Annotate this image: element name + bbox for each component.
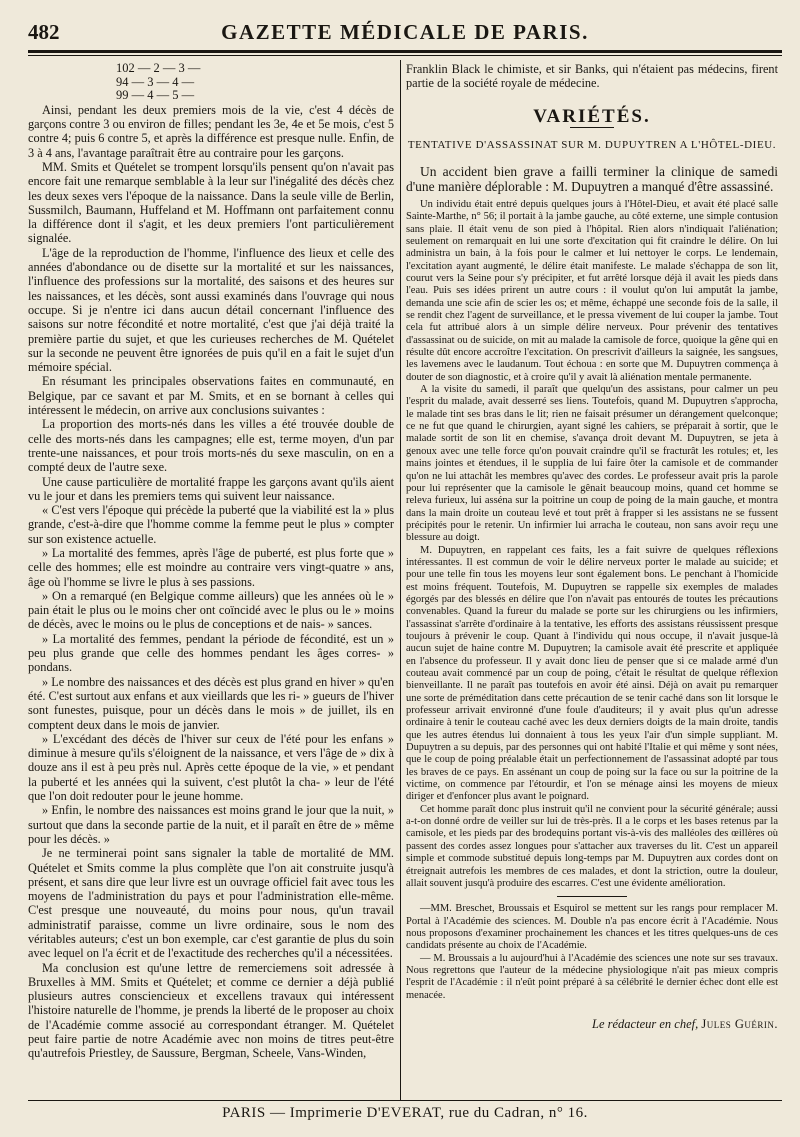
header-rule [28,50,782,53]
quotation-paragraph: » La mortalité des femmes, après l'âge de puberté, est plus forte que » celle des hommes; elle est moindre au contraire vers vingt-quatre » ans, âge où l'homme se livre le plus à ses passions. [28,545,394,589]
publication-title: GAZETTE MÉDICALE DE PARIS. [221,20,589,44]
continued-text: Franklin Black le chimiste, et sir Banks, qui n'étaient pas médecins, firent partie de la société royale de médecine. [406,62,778,91]
quotation-paragraph: » Le nombre des naissances et des décès est plus grand en hiver » qu'en été. C'est surtout aux enfans et aux vieillards que les ri- » gueurs de l'hiver sont funestes, puisque, pour un décès dans le mois » de juillet, ils en comptent deux dans le mois de janvier. [28,674,394,732]
article-title: TENTATIVE D'ASSASSINAT SUR M. DUPUYTREN A L'HÔTEL-DIEU. [407,138,777,151]
paragraph: Je ne terminerai point sans signaler la table de mortalité de MM. Quételet et Smits comme la plus complète que l'on ait construite jusqu'à présent, et sans dire que leur livre est un ouvrage officiel fait avec tous les moyens de l'administration du pays et pour l'administration elle-même. C'est presque une nouveauté, du moins pour nous, qu'un travail administratif paraisse, comme un livre ordinaire, sous le nom des véritables auteurs; c'est un bon exemple, car c'est garantie de plus du soin avec lequel on l'a écrit et de l'exactitude des recherches qu'il a nécessitées. [28,846,394,961]
footer-rule [28,1100,782,1101]
section-title: VARIÉTÉS. [533,105,651,127]
page-header [28,16,782,52]
page-number: 482 [28,20,60,44]
paragraph: Cet homme paraît donc plus instruit qu'il ne convient pour la sécurité générale; aussi a-t-on donné ordre de veiller sur lui de très-près. Il a le corps et les bases retenus par la camisole, et les pieds par des brodequins portant vis-à-vis des malléoles des œillères où passent des cordes assez longues pour s'attacher aux traverses du lit. C'est un appareil simple et commode substitué depuis long-temps par M. Dupuytren aux cordes dont on étreignait autrefois les membres de ces malades, et dont la striction, outre la douleur, allait souvent jusqu'à produire des escarres. C'est une évidente amélioration. [406,803,778,889]
table-row: 94 — 3 — 4 — [116,74,195,89]
signature-name: Jules Guérin. [701,1016,778,1031]
paragraph: M. Dupuytren, en rappelant ces faits, les a fait suivre de quelques réflexions intéressantes. Il est commun de voir le délire nerveux porter le malade au suicide; et pour une telle fin tous les moyens leur sont également bons. Le penchant à l'homicide est moins fréquent. Toutefois, M. Dupuytren se rappelle six exemples de malades égorgés par des blessés en délire que l'on n'avait pas entourés de toutes les précautions convenables. Quand la fureur du malade se porte sur les chirurgiens ou les infirmiers, l'assassinat s'arrête d'ordinaire à la tentative, les efforts des assistans réussissent presque toujours à prévenir le coup. Quant à l'individu qui nous occupe, il n'avait jusque-là aucun sujet de haine contre M. Dupuytren; la camisole avait été prescrite et appliquée en l'absence du professeur. Il y avait donc lieu de penser que si ce malade armé d'un couteau avait commencé par un coup de poing, c'était le résultat de quelque réflexion bienveillante. Il ne paraît pas toutefois en avoir été ainsi. Déjà on avait pu remarquer une sorte de préméditation dans cette précaution de se tenir caché dans son lit lorsque le professeur arrivait environné d'une foule d'auditeurs; il y avait plus qu'un adresse ordinaire à tenir le couteau caché avec les deux derniers doigts de la main droite, tandis que les autres étendus lui donnaient à tous les yeux l'air d'un simple suppliant. M. Dupuytren a su depuis, par des personnes qui ont habité l'Italie et qui même y sont nées, que le coup de poing préalable était un perfectionnement de l'assassinat adopté par tous les braves de ce pays. En assénant un coup de poing sur la face ou sur la poitrine de la victime, on commence par l'étourdir, et l'on se ménage ainsi les moyens de mieux diriger et d'enfoncer plus avant le poignard. [406,544,778,803]
news-note: — M. Broussais a lu aujourd'hui à l'Académie des sciences une note sur ses travaux. Nous regrettons que l'auteur de la médecine physiologique n'ait pas mieux compris l'esprit de l'Académie : il n'eût point préparé à sa célébrité le dernier échec dont elle est menacée. [406,952,778,1001]
paragraph: Ainsi, pendant les deux premiers mois de la vie, c'est 4 décès de garçons contre 3 ou environ de filles; pendant les 3e, 4e et 5e mois, c'est 5 contre 4; puis 6 contre 5, et après la différence est presque nulle. Enfin, de 3 à 4 ans, l'avantage paraîtrait être au contraire pour les garçons. [28,102,394,160]
printer-imprint: PARIS — Imprimerie D'EVERAT, rue du Cadran, n° 16. [222,1105,588,1121]
paragraph: Un individu était entré depuis quelques jours à l'Hôtel-Dieu, et avait été placé salle Sainte-Marthe, n° 56; il portait à la jambe gauche, au côté externe, une simple contusion sans plaie. Il était venu de son pied à l'hôpital. Rien alors n'indiquait l'aliénation; seulement on remarquait en lui une sorte d'excitation qui fit craindre le délire. On lui administra un bain, à la fois pour le calmer et lui nettoyer le corps. Le lendemain, l'excitation ayant augmenté, le délire était manifeste. Le malade s'échappa de son lit, courut vers la Seine pour s'y précipiter, et fut arrêté lorsque déjà il avait les pieds dans l'eau. Puis ses idées prirent un autre cours : il voulut qu'on lui amputât la jambe, demanda une scie afin de scier les os; et même, échappé une seconde fois de la salle, il se rendit chez l'agent de surveillance, et le pressa vivement de lui couper la jambe. Tout cela fut attribué alors à un simple délire nerveux. Pour prévenir des tentatives d'assassinat ou de suicide, on mit au malade la camisole de force, quoique la gêne qui en résulte dût encore accroître l'excitation. On prescrivit d'ailleurs la saignée, les sangsues, les lavemens avec le laudanum. Tout échoua : en sorte que M. Dupuytren commença à douter de son diagnostic, et à croire qu'il y avait là aliénation mentale permanente. [406,198,778,383]
paragraph: MM. Smits et Quételet se trompent lorsqu'ils pensent qu'on n'avait pas encore fait une remarque semblable à la leur sur l'inégalité des décès chez les deux sexes vers l'époque de la naissance. Dans la seule ville de Berlin, Sussmilch, Baumann, Huffeland et M. Hoffmann ont parfaitement connu la différence dont il s'agit, et les deux premiers l'ont particulièrement signalée. [28,159,394,246]
section-rule [570,127,614,128]
paragraph: L'âge de la reproduction de l'homme, l'influence des lieux et celle des années d'abondance ou de disette sur la mortalité et sur les naissances, l'influence des professions sur la mortalité, des saisons et des heures sur les naissances, et les décès, sont aussi examinés dans l'ouvrage qui nous occupe. Si je n'entre ici dans aucun détail concernant l'influence des saisons sur notre fécondité et notre mortalité, c'est que j'ai déjà traité la première partie du sujet, et que les curieuses recherches de M. Quételet sur la seconde ne peuvent être ignorées de puis qu'il en a fait le sujet d'un mémoire spécial. [28,245,394,375]
paragraph: La proportion des morts-nés dans les villes a été trouvée double de celle des morts-nés dans les campagnes; elle est, terme moyen, d'un par trente-une naissances, et pour trois morts-nés du sexe masculin, on en a compté deux de l'autre sexe. [28,417,394,475]
news-note: —MM. Breschet, Broussais et Esquirol se mettent sur les rangs pour remplacer M. Portal à l'Académie des sciences. M. Double n'a pas encore écrit à l'Académie. Nous nous proposons d'examiner prochainement les chances et les titres quelques-uns de ces candidats présente au choix de l'Académie. [406,903,778,952]
quotation-paragraph: » L'excédant des décès de l'hiver sur ceux de l'été pour les enfans » diminue à mesure qu'ils s'éloignent de la naissance, et vers l'âge de » dix à douze ans il est à peu près nul. Après cette époque de la vie, » et pendant la puberté et les années qui la suivent, c'est plutôt la cha- » leur de l'été que l'on doit redouter pour le jeune homme. [28,731,394,804]
header-rule-thin [28,55,782,56]
quotation-paragraph: » On a remarqué (en Belgique comme ailleurs) que les années où le » pain était le plus ou le moins cher ont coïncidé avec le plus ou le » moins de décès, avec le moins ou le plus de conceptions et de nais- » sances. [28,588,394,632]
left-column [28,62,394,1097]
table-row: 99 — 4 — 5 — [116,88,195,103]
note-rule [557,896,627,897]
table-row: 102 — 2 — 3 — [116,62,201,75]
signature-role: Le rédacteur en chef, [592,1016,699,1031]
quotation-paragraph: » Enfin, le nombre des naissances est moins grand le jour que la nuit, » surtout que dans la seconde partie de la nuit, et il paraît en être de » même pour les décès. » [28,803,394,846]
column-divider [400,60,401,1100]
article-intro: Un accident bien grave a failli terminer la clinique de samedi d'une manière déplorable : M. Dupuytren a manqué d'être assassiné. [406,163,778,195]
quotation-paragraph: » La mortalité des femmes, pendant la période de fécondité, est un » peu plus grande que celle des hommes pendant les âges corres- » pondans. [28,631,394,675]
paragraph: A la visite du samedi, il paraît que quelqu'un des assistans, pour calmer un peu l'esprit du malade, avait desserré ses liens. Toutefois, quand M. Dupuytren s'approcha, le malade tint ses bras dans le lit; rien ne faisait présumer un dérangement quelconque; ce ne fut que quand le chirurgien, ayant signé les cahiers, se préparait à sortir, que le malade sortit de son lit en chemise, s'avança droit devant M. Dupuytren, se jeta à genoux avec une telle force qu'on pouvait craindre qu'il se fracturât les rotules; et, les mains jointes et étendues, il le supplia de lui faire ôter la camisole et de commander qu'on ne lui attachât les membres qu'avec des cordes. Le professeur avait pris la parole pour lui représenter que la camisole le gênait beaucoup moins, quand cet homme se releva furieux, lui asséna sur la poitrine un coup de poing de la main gauche, et montra dans la main droite un couteau levé et tout prêt à frapper si les assistans ne se fussent précipités pour le retenir. Un infirmier lui arracha le couteau, non sans avoir reçu une blessure au doigt. [406,384,778,544]
paragraph: Une cause particulière de mortalité frappe les garçons avant qu'ils aient vu le jour et dans les premiers tems qui suivent leur naissance. [28,474,394,503]
right-column [406,62,778,1097]
quotation-paragraph: « C'est vers l'époque qui précède la puberté que la viabilité est la » plus grande, c'est-à-dire que l'homme comme la femme peut le plus » compter sur son existence actuelle. [28,503,394,546]
editor-signature [406,1018,778,1030]
paragraph: En résumant les principales observations faites en communauté, en Belgique, par ce savant et par M. Smits, et en se bornant à celles qui intéressent le médecin, on arrive aux conclusions suivantes : [28,374,394,418]
paragraph: Ma conclusion est qu'une lettre de remerciemens soit adressée à Bruxelles à MM. Smits et Quételet; et comme ce dernier a déjà publié plusieurs autres consciencieux et excellens travaux qui intéressent l'histoire naturelle de l'homme, je prends la liberté de le proposer au choix de l'Académie comme associé au correspondant étranger. M. Quételet peut faire partie de notre Académie avec non moins de titres peut-être qu'autrefois Priestley, de Saussure, Bergman, Scheele, Vans-Winden, [28,960,394,1061]
mortality-table [116,62,394,103]
